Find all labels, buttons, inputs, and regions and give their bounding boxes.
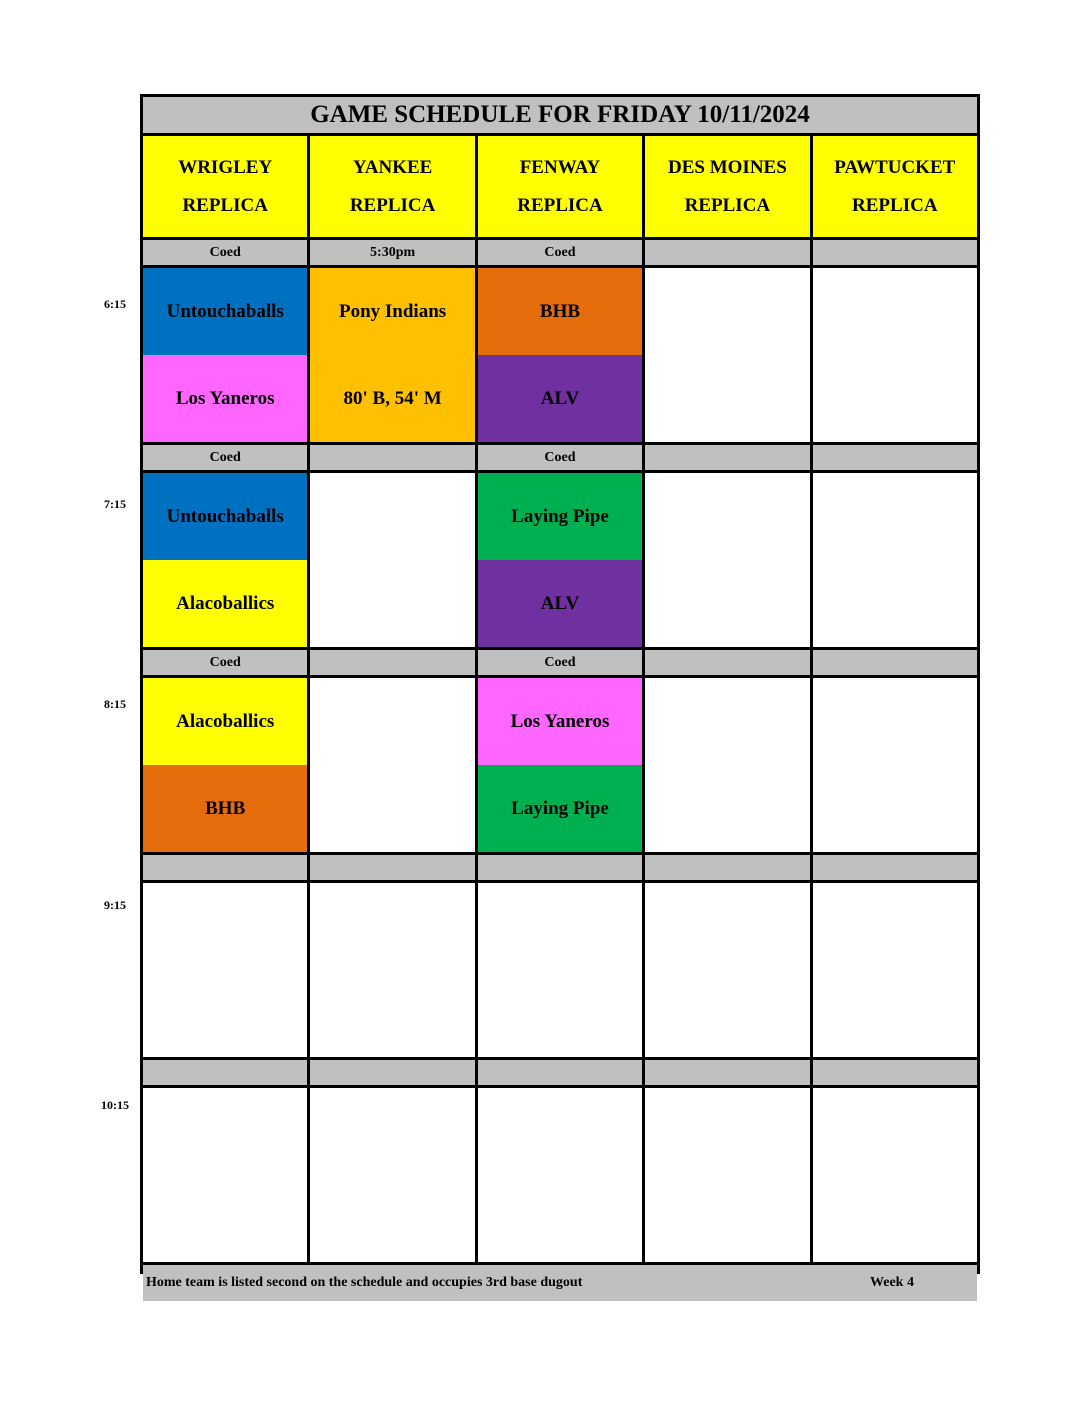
field-name: YANKEE <box>352 156 433 178</box>
slot-label-fenway: Coed <box>478 650 642 675</box>
game-slot-wrigley <box>143 1088 307 1262</box>
slot-label-wrigley <box>143 1060 307 1085</box>
slot-label-pawtucket <box>813 855 977 880</box>
field-header-yankee <box>310 136 474 237</box>
field-subtitle: REPLICA <box>684 194 771 216</box>
field-header-wrigley <box>143 136 307 237</box>
game-slot-yankee <box>310 473 474 647</box>
slot-label-pawtucket <box>813 650 977 675</box>
home-team: Laying Pipe <box>478 765 642 852</box>
slot-label-des-moines <box>645 650 809 675</box>
slot-label-yankee <box>310 1060 474 1085</box>
game-slot-fenway <box>478 883 642 1057</box>
away-team: Untouchaballs <box>143 473 307 560</box>
slot-label-wrigley: Coed <box>143 240 307 265</box>
slot-label-yankee <box>310 855 474 880</box>
home-team: ALV <box>478 560 642 647</box>
game-slot-yankee <box>310 1088 474 1262</box>
schedule-grid <box>140 94 980 1290</box>
slot-label-yankee <box>310 650 474 675</box>
field-header-des-moines <box>645 136 809 237</box>
game-slot-yankee <box>310 883 474 1057</box>
game-slot-fenway <box>478 473 642 647</box>
home-team: 80' B, 54' M <box>310 355 474 442</box>
game-slot-pawtucket <box>813 268 977 442</box>
home-team: Alacoballics <box>143 560 307 647</box>
field-name: FENWAY <box>519 156 601 178</box>
field-header-pawtucket <box>813 136 977 237</box>
away-team: Untouchaballs <box>143 268 307 355</box>
home-team: Los Yaneros <box>143 355 307 442</box>
time-label-8-15: 8:15 <box>104 697 126 711</box>
game-slot-pawtucket <box>813 473 977 647</box>
home-team: ALV <box>478 355 642 442</box>
field-subtitle: REPLICA <box>349 194 436 216</box>
slot-label-wrigley: Coed <box>143 650 307 675</box>
slot-label-pawtucket <box>813 240 977 265</box>
away-team: BHB <box>478 268 642 355</box>
field-name: PAWTUCKET <box>834 156 956 178</box>
slot-label-des-moines <box>645 1060 809 1085</box>
field-subtitle: REPLICA <box>182 194 268 216</box>
slot-label-yankee <box>310 445 474 470</box>
game-slot-wrigley <box>143 473 307 647</box>
slot-label-des-moines <box>645 445 809 470</box>
game-slot-pawtucket <box>813 678 977 852</box>
field-header-fenway <box>478 136 642 237</box>
week-label: Week 4 <box>870 1275 914 1290</box>
game-slot-pawtucket <box>813 883 977 1057</box>
home-team-note: Home team is listed second on the schedule and occupies 3rd base dugout <box>146 1275 583 1290</box>
time-label-6-15: 6:15 <box>104 297 126 311</box>
slot-label-fenway <box>478 1060 642 1085</box>
game-slot-yankee <box>310 678 474 852</box>
slot-label-yankee: 5:30pm <box>310 240 474 265</box>
field-name: DES MOINES <box>668 156 787 178</box>
slot-label-fenway: Coed <box>478 445 642 470</box>
schedule-footer <box>143 1265 977 1301</box>
away-team: Alacoballics <box>143 678 307 765</box>
slot-label-wrigley: Coed <box>143 445 307 470</box>
game-slot-yankee <box>310 268 474 442</box>
slot-label-des-moines <box>645 240 809 265</box>
field-name: WRIGLEY <box>178 156 273 178</box>
game-slot-wrigley <box>143 268 307 442</box>
game-slot-pawtucket <box>813 1088 977 1262</box>
game-slot-wrigley <box>143 678 307 852</box>
home-team: BHB <box>143 765 307 852</box>
schedule-title: GAME SCHEDULE FOR FRIDAY 10/11/2024 <box>143 97 977 133</box>
away-team: Pony Indians <box>310 268 474 355</box>
slot-label-des-moines <box>645 855 809 880</box>
game-slot-des-moines <box>645 1088 809 1262</box>
game-slot-des-moines <box>645 473 809 647</box>
game-slot-des-moines <box>645 268 809 442</box>
time-label-10-15: 10:15 <box>101 1098 129 1112</box>
game-slot-des-moines <box>645 883 809 1057</box>
game-slot-fenway <box>478 1088 642 1262</box>
game-slot-fenway <box>478 268 642 442</box>
slot-label-wrigley <box>143 855 307 880</box>
slot-label-pawtucket <box>813 1060 977 1085</box>
time-label-7-15: 7:15 <box>104 497 126 511</box>
field-subtitle: REPLICA <box>852 194 938 216</box>
time-label-9-15: 9:15 <box>104 898 126 912</box>
game-slot-des-moines <box>645 678 809 852</box>
slot-label-pawtucket <box>813 445 977 470</box>
slot-label-fenway <box>478 855 642 880</box>
game-slot-wrigley <box>143 883 307 1057</box>
away-team: Laying Pipe <box>478 473 642 560</box>
away-team: Los Yaneros <box>478 678 642 765</box>
field-subtitle: REPLICA <box>517 194 603 216</box>
game-slot-fenway <box>478 678 642 852</box>
slot-label-fenway: Coed <box>478 240 642 265</box>
